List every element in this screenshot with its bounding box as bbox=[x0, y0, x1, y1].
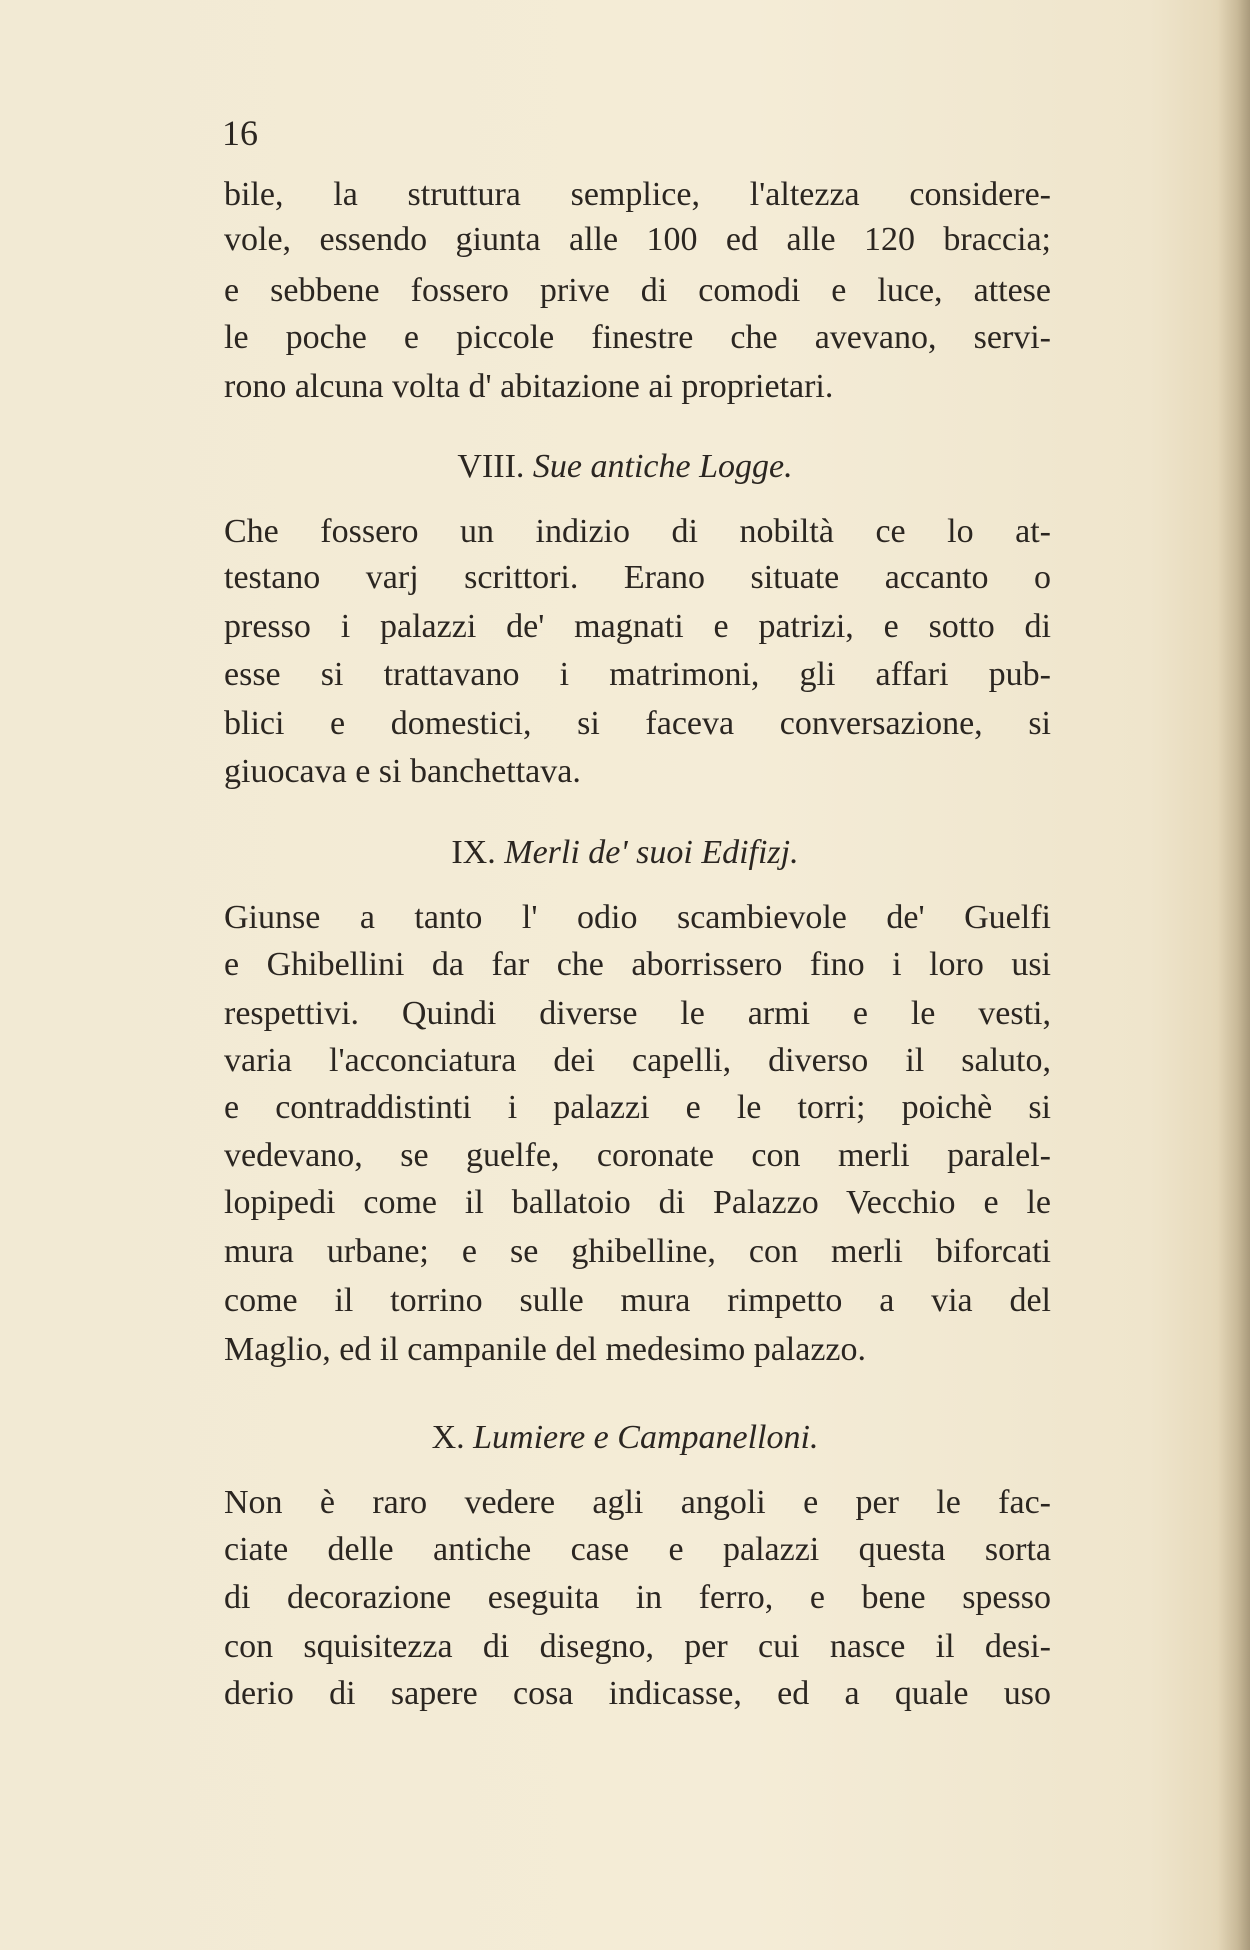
text-line: testano varj scrittori. Erano situate accanto o bbox=[224, 559, 1051, 596]
text-line: Non è raro vedere agli angoli e per le fac- bbox=[224, 1484, 1051, 1521]
text-line: e Ghibellini da far che aborrissero fino i loro usi bbox=[224, 946, 1051, 983]
text-line: lopipedi come il ballatoio di Palazzo Vecchio e le bbox=[224, 1184, 1051, 1221]
text-line: blici e domestici, si faceva conversazione, si bbox=[224, 705, 1051, 742]
text-line: con squisitezza di disegno, per cui nasce il desi- bbox=[224, 1628, 1051, 1665]
section-numeral: IX. bbox=[451, 834, 496, 871]
text-line: giuocava e si banchettava. bbox=[224, 753, 581, 790]
text-line: presso i palazzi de' magnati e patrizi, e sotto di bbox=[224, 608, 1051, 645]
section-heading bbox=[0, 447, 1250, 487]
text-line: esse si trattavano i matrimoni, gli affari pub- bbox=[224, 656, 1051, 693]
text-line: Maglio, ed il campanile del medesimo palazzo. bbox=[224, 1331, 866, 1368]
text-line: derio di sapere cosa indicasse, ed a quale uso bbox=[224, 1675, 1051, 1712]
page-number: 16 bbox=[222, 113, 258, 153]
text-line: Che fossero un indizio di nobiltà ce lo at- bbox=[224, 513, 1051, 550]
text-line: e contraddistinti i palazzi e le torri; poichè si bbox=[224, 1089, 1051, 1126]
text-line: bile, la struttura semplice, l'altezza considere- bbox=[224, 176, 1051, 213]
text-line: come il torrino sulle mura rimpetto a via del bbox=[224, 1282, 1051, 1319]
text-line: le poche e piccole finestre che avevano, servi- bbox=[224, 319, 1051, 356]
section-numeral: X. bbox=[431, 1419, 465, 1456]
text-line: vole, essendo giunta alle 100 ed alle 120 braccia; bbox=[224, 221, 1051, 258]
text-line: respettivi. Quindi diverse le armi e le vesti, bbox=[224, 995, 1051, 1032]
text-line: e sebbene fossero prive di comodi e luce, attese bbox=[224, 272, 1051, 309]
text-line: vedevano, se guelfe, coronate con merli paralel- bbox=[224, 1137, 1051, 1174]
section-title: Merli de' suoi Edifizj. bbox=[504, 834, 799, 871]
section-heading bbox=[0, 1418, 1250, 1458]
section-heading bbox=[0, 833, 1250, 873]
section-title: Sue antiche Logge. bbox=[532, 448, 793, 485]
text-line: mura urbane; e se ghibelline, con merli biforcati bbox=[224, 1233, 1051, 1270]
text-line: di decorazione eseguita in ferro, e bene spesso bbox=[224, 1579, 1051, 1616]
page-edge-shadow bbox=[1218, 0, 1250, 1950]
section-title: Lumiere e Campanelloni. bbox=[473, 1419, 819, 1456]
text-line: rono alcuna volta d' abitazione ai proprietari. bbox=[224, 368, 834, 405]
section-numeral: VIII. bbox=[457, 448, 525, 485]
text-line: Giunse a tanto l' odio scambievole de' Guelfi bbox=[224, 899, 1051, 936]
text-line: ciate delle antiche case e palazzi questa sorta bbox=[224, 1531, 1051, 1568]
text-line: varia l'acconciatura dei capelli, diverso il saluto, bbox=[224, 1042, 1051, 1079]
